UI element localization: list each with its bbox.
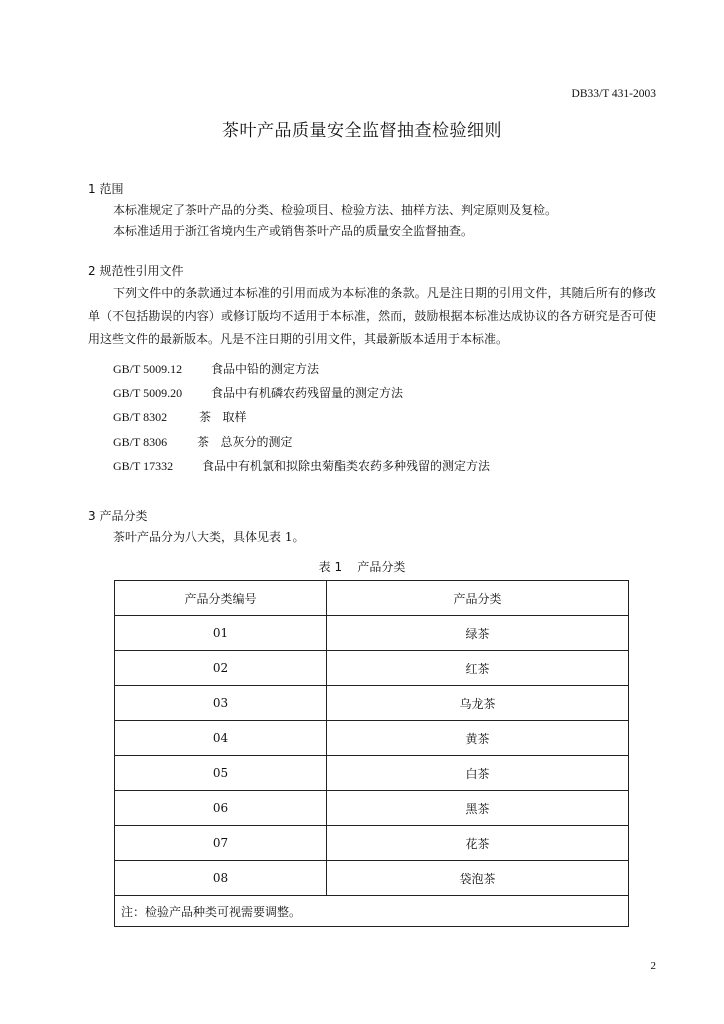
category-code-cell: 02 xyxy=(115,651,327,686)
category-code-cell: 07 xyxy=(115,826,327,861)
category-name-cell: 绿茶 xyxy=(327,616,629,651)
document-title: 茶叶产品质量安全监督抽查检验细则 xyxy=(222,121,502,141)
table-header-row xyxy=(115,581,629,616)
section-1-paragraph-1: 本标准规定了茶叶产品的分类、检验项目、检验方法、抽样方法、判定原则及复检。 xyxy=(113,203,558,217)
reference-title: 食品中有机磷农药残留量的测定方法 xyxy=(211,386,404,400)
table-caption: 表 1 产品分类 xyxy=(318,560,406,574)
section-2-intro: 下列文件中的条款通过本标准的引用而成为本标准的条款。凡是注日期的引用文件，其随后所有的修改单（不包括勘误的内容）或修订版均不适用于本标准，然而，鼓励根据本标准达成协议的各方研究是否可使用这些文件的最新版本。凡是不注日期的引用文件，其最新版本适用于本标准。 xyxy=(88,286,656,346)
table-row xyxy=(115,826,629,861)
page-number: 2 xyxy=(650,960,656,972)
reference-row xyxy=(113,408,246,425)
category-name-cell: 红茶 xyxy=(327,651,629,686)
section-1-paragraph-2: 本标准适用于浙江省境内生产或销售茶叶产品的质量安全监督抽查。 xyxy=(113,224,474,238)
column-header-category: 产品分类 xyxy=(327,581,629,616)
category-name-cell: 黄茶 xyxy=(327,721,629,756)
category-name-cell: 袋泡茶 xyxy=(327,861,629,896)
product-category-table xyxy=(114,580,629,927)
category-code-cell: 03 xyxy=(115,686,327,721)
reference-title: 茶 总灰分的测定 xyxy=(197,435,293,449)
column-header-code: 产品分类编号 xyxy=(115,581,327,616)
category-name-cell: 黑茶 xyxy=(327,791,629,826)
reference-row xyxy=(113,433,292,450)
table-row xyxy=(115,756,629,791)
table-note: 注：检验产品种类可视需要调整。 xyxy=(115,896,629,927)
category-code-cell: 05 xyxy=(115,756,327,791)
reference-title: 茶 取样 xyxy=(199,410,247,424)
document-code: DB33/T 431-2003 xyxy=(571,88,656,100)
table-row xyxy=(115,861,629,896)
section-1-heading: 1 范围 xyxy=(88,182,124,196)
section-2-heading: 2 规范性引用文件 xyxy=(88,264,184,278)
table-row xyxy=(115,651,629,686)
table-row xyxy=(115,616,629,651)
category-code-cell: 06 xyxy=(115,791,327,826)
reference-code: GB/T 17332 xyxy=(113,459,174,473)
section-3-heading: 3 产品分类 xyxy=(88,509,148,523)
reference-code: GB/T 8302 xyxy=(113,410,168,424)
table-row xyxy=(115,686,629,721)
category-name-cell: 花茶 xyxy=(327,826,629,861)
category-name-cell: 乌龙茶 xyxy=(327,686,629,721)
category-code-cell: 04 xyxy=(115,721,327,756)
section-3-paragraph-1: 茶叶产品分为八大类，具体见表 1。 xyxy=(113,530,305,544)
category-code-cell: 08 xyxy=(115,861,327,896)
reference-row xyxy=(113,457,490,474)
table-row xyxy=(115,721,629,756)
reference-row xyxy=(113,384,403,401)
table-note-row xyxy=(115,896,629,927)
reference-code: GB/T 8306 xyxy=(113,435,168,449)
reference-code: GB/T 5009.20 xyxy=(113,386,183,400)
table-row xyxy=(115,791,629,826)
reference-title: 食品中铅的测定方法 xyxy=(211,362,320,376)
reference-title: 食品中有机氯和拟除虫菊酯类农药多种残留的测定方法 xyxy=(202,459,491,473)
reference-code: GB/T 5009.12 xyxy=(113,362,183,376)
category-name-cell: 白茶 xyxy=(327,756,629,791)
reference-row xyxy=(113,360,319,377)
category-code-cell: 01 xyxy=(115,616,327,651)
